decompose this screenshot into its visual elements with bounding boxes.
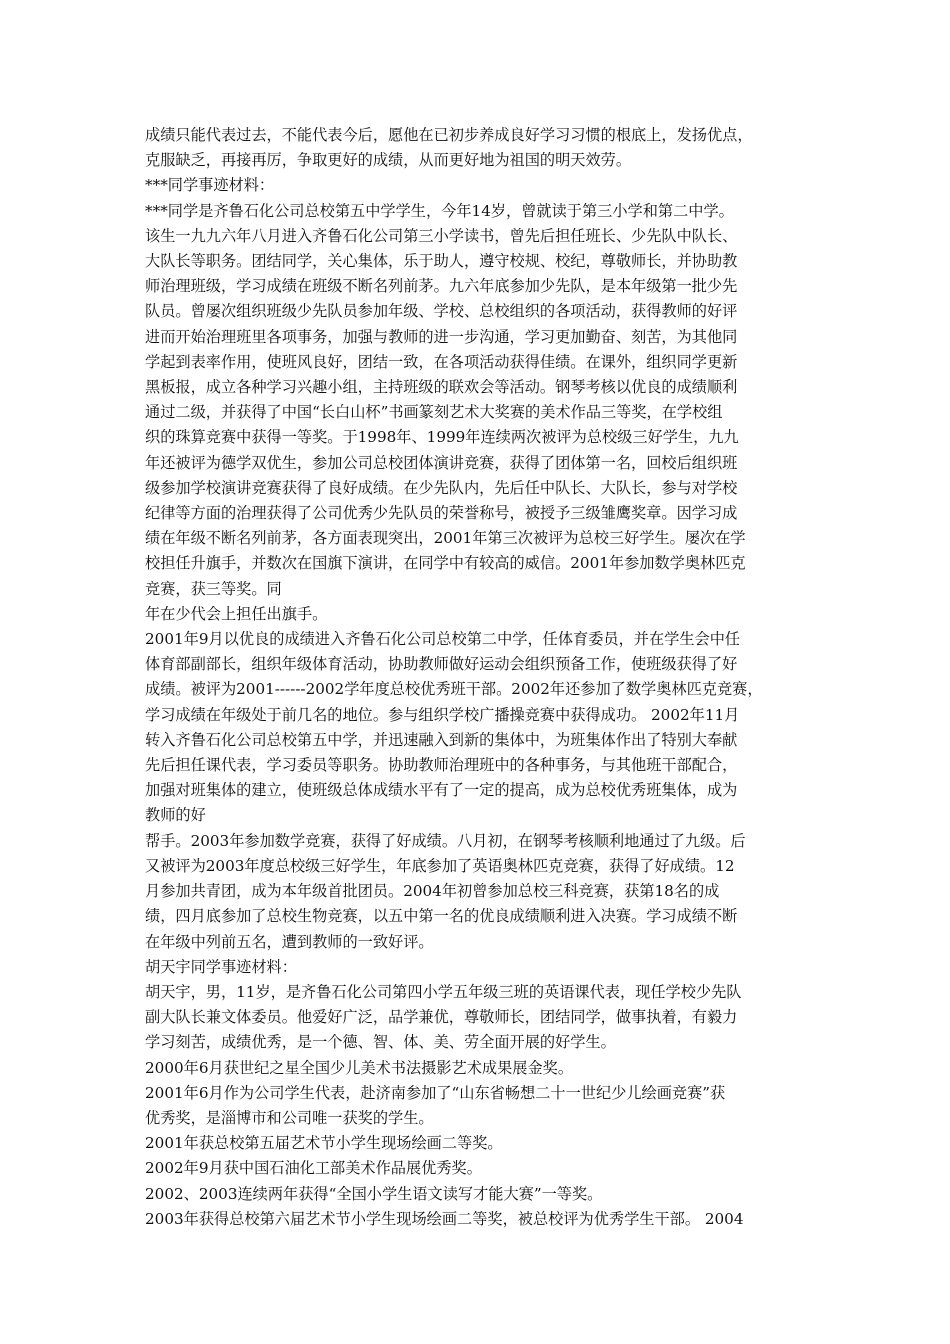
text-line: 成绩只能代表过去，不能代表今后，愿他在已初步养成良好学习习惯的根底上，发扬优点， [145,126,753,144]
text-line: 先后担任课代表，学习委员等职务。协助教师治理班中的各种事务，与其他班干部配合， [145,756,738,775]
text-line: 体育部副部长，组织年级体育活动，协助教师做好运动会组织预备工作，使班级获得了好 [145,655,738,674]
paragraph [145,224,815,602]
paragraph [145,1131,815,1156]
text-line: 在年级中列前五名，遭到教师的一致好评。 [145,932,434,951]
paragraph [145,1207,815,1232]
text-line: 校担任升旗手，并数次在国旗下演讲，在同学中有较高的威信。2001年参加数学奥林匹克 [145,554,746,573]
text-line: 绩在年级不断名列前茅，各方面表现突出，2001年第三次被评为总校三好学生。屡次在学 [145,529,746,548]
text-line: ***同学是齐鲁石化公司总校第五中学学生，今年14岁，曾就读于第三小学和第二中学。 [145,201,734,220]
paragraph [145,980,815,1056]
text-line: 学习刻苦，成绩优秀，是一个德、智、体、美、劳全面开展的好学生。 [145,1033,616,1052]
text-line: 纪律等方面的治理获得了公司优秀少先队员的荣誉称号，被授予三级雏鹰奖章。因学习成 [145,504,738,523]
text-line: 又被评为2003年度总校级三好学生，年底参加了英语奥林匹克竞赛，获得了好成绩。12 [145,856,735,875]
paragraph [145,1056,815,1081]
text-line: 年还被评为德学双优生，参加公司总校团体演讲竞赛，获得了团体第一名，回校后组织班 [145,453,738,472]
text-line: 师治理班级，学习成绩在班级不断名列前茅。九六年底参加少先队，是本年级第一批少先 [145,277,738,296]
text-line: 竞赛，获三等奖。同 [145,579,282,598]
text-line: 织的珠算竞赛中获得一等奖。于1998年、1999年连续两次被评为总校级三好学生，九九 [145,428,739,447]
text-line: 加强对班集体的建立，使班级总体成绩水平有了一定的提高，成为总校优秀班集体，成为 [145,781,738,800]
text-line: ***同学事迹材料： [145,176,275,195]
text-line: 成绩。被评为2001------2002学年度总校优秀班干部。2002年还参加了数学奥林匹克竞赛， [145,680,763,699]
text-line: 进而开始治理班里各项事务，加强与教师的进一步沟通，学习更加勤奋、刻苦，为其他同 [145,327,738,346]
paragraph [145,602,815,627]
text-line: 克服缺乏，再接再厉，争取更好的成绩，从而更好地为祖国的明天效劳。 [145,151,631,170]
text-line: 通过二级，并获得了中国“长白山杯”书画篆刻艺术大奖赛的美术作品三等奖，在学校组 [145,403,723,422]
paragraph [145,1081,815,1131]
text-line: 优秀奖，是淄博市和公司唯一获奖的学生。 [145,1108,434,1127]
text-line: 2001年9月以优良的成绩进入齐鲁石化公司总校第二中学，任体育委员，并在学生会中任 [145,630,741,649]
text-line: 胡天宇同学事迹材料： [145,957,297,976]
text-line: 2002、2003连续两年获得“全国小学生语文读写才能大赛”一等奖。 [145,1184,603,1203]
text-line: 2001年6月作为公司学生代表，赴济南参加了“山东省畅想二十一世纪少儿绘画竞赛”获 [145,1083,726,1102]
text-line: 2003年获得总校第六届艺术节小学生现场绘画二等奖，被总校评为优秀学生干部。 2004 [145,1209,744,1228]
text-line: 帮手。2003年参加数学竞赛，获得了好成绩。八月初，在钢琴考核顺利地通过了九级。后 [145,831,746,850]
text-line: 黑板报，成立各种学习兴趣小组，主持班级的联欢会等活动。钢琴考核以优良的成绩顺利 [145,378,738,397]
text-line: 大队长等职务。团结同学，关心集体，乐于助人，遵守校规、校纪，尊敬师长，并协助教 [145,252,738,271]
text-line: 绩，四月底参加了总校生物竞赛，以五中第一名的优良成绩顺利进入决赛。学习成绩不断 [145,907,738,926]
paragraph [145,627,815,829]
text-line: 学习成绩在年级处于前几名的地位。参与组织学校广播操竞赛中获得成功。 2002年11月 [145,705,740,724]
section-heading [145,173,815,198]
text-line: 教师的好 [145,806,206,825]
paragraph [145,829,815,955]
paragraph [145,1182,815,1207]
text-line: 学起到表率作用，使班风良好，团结一致，在各项活动获得佳绩。在课外，组织同学更新 [145,352,738,371]
text-line: 月参加共青团，成为本年级首批团员。2004年初曾参加总校三科竞赛，获第18名的成 [145,882,720,901]
text-line: 2000年6月获世纪之星全国少儿美术书法摄影艺术成果展金奖。 [145,1058,574,1077]
text-line: 胡天宇，男，11岁，是齐鲁石化公司第四小学五年级三班的英语课代表，现任学校少先队 [145,982,742,1001]
text-line: 年在少代会上担任出旗手。 [145,604,328,623]
text-line: 队员。曾屡次组织班级少先队员参加年级、学校、总校组织的各项活动，获得教师的好评 [145,302,738,321]
paragraph [145,199,815,224]
text-line: 2001年获总校第五届艺术节小学生现场绘画二等奖。 [145,1134,503,1153]
text-line: 2002年9月获中国石油化工部美术作品展优秀奖。 [145,1159,482,1178]
text-line: 副大队长兼文体委员。他爱好广泛，品学兼优，尊敬师长，团结同学，做事执着，有毅力 [145,1008,738,1027]
text-line: 级参加学校演讲竞赛获得了良好成绩。在少先队内，先后任中队长、大队长，参与对学校 [145,478,738,497]
paragraph [145,1156,815,1181]
document-page [145,123,815,1232]
text-line: 转入齐鲁石化公司总校第五中学，并迅速融入到新的集体中，为班集体作出了特别大奉献 [145,730,738,749]
text-line: 该生一九九六年八月进入齐鲁石化公司第三小学读书，曾先后担任班长、少先队中队长、 [145,226,738,245]
section-heading [145,955,815,980]
paragraph [145,123,815,173]
